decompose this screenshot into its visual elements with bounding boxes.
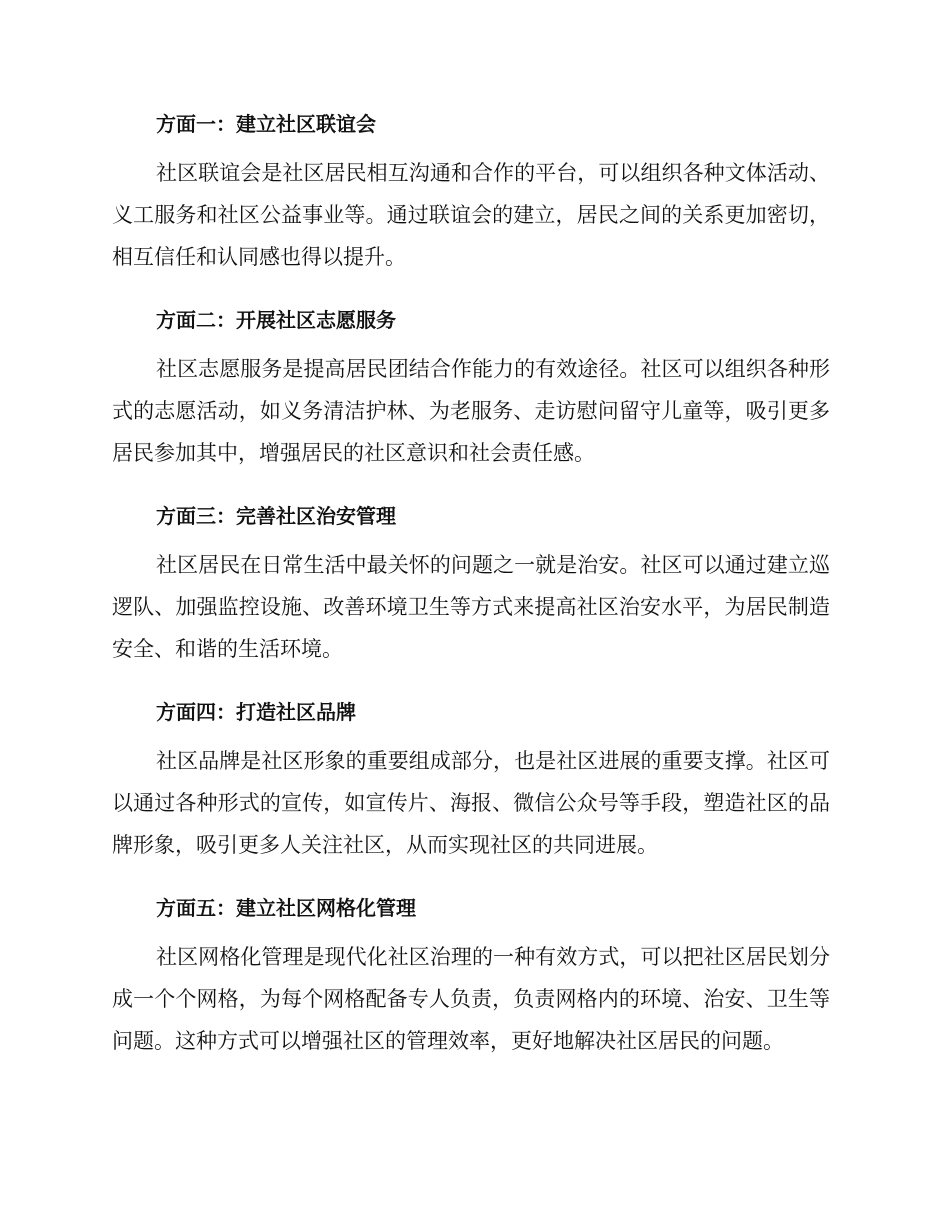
section-paragraph: 社区居民在日常生活中最关怀的问题之一就是治安。社区可以通过建立巡逻队、加强监控设施、改善环境卫生等方式来提高社区治安水平，为居民制造安全、和谐的生活环境。 [112,553,830,661]
section-heading: 方面三：完善社区治安管理 [156,504,396,528]
section-paragraph: 社区联谊会是社区居民相互沟通和合作的平台，可以组织各种文体活动、义工服务和社区公益事业等。通过联谊会的建立，居民之间的关系更加密切，相互信任和认同感也得以提升。 [112,161,830,269]
document-body [112,104,830,1062]
section-4 [112,692,830,866]
section-heading: 方面一：建立社区联谊会 [156,112,376,136]
section-heading: 方面四：打造社区品牌 [156,700,356,724]
section-paragraph: 社区品牌是社区形象的重要组成部分，也是社区进展的重要支撑。社区可以通过各种形式的宣传，如宣传片、海报、微信公众号等手段，塑造社区的品牌形象，吸引更多人关注社区，从而实现社区的共同进展。 [112,749,830,857]
section-paragraph: 社区志愿服务是提高居民团结合作能力的有效途径。社区可以组织各种形式的志愿活动，如义务清洁护林、为老服务、走访慰问留守儿童等，吸引更多居民参加其中，增强居民的社区意识和社会责任感。 [112,357,830,465]
section-heading: 方面二：开展社区志愿服务 [156,308,396,332]
section-2 [112,300,830,474]
section-1 [112,104,830,278]
section-heading: 方面五：建立社区网格化管理 [156,896,416,920]
section-paragraph: 社区网格化管理是现代化社区治理的一种有效方式，可以把社区居民划分成一个个网格，为每个网格配备专人负责，负责网格内的环境、治安、卫生等问题。这种方式可以增强社区的管理效率，更好地解决社区居民的问题。 [112,945,830,1053]
section-5 [112,888,830,1062]
section-3 [112,496,830,670]
